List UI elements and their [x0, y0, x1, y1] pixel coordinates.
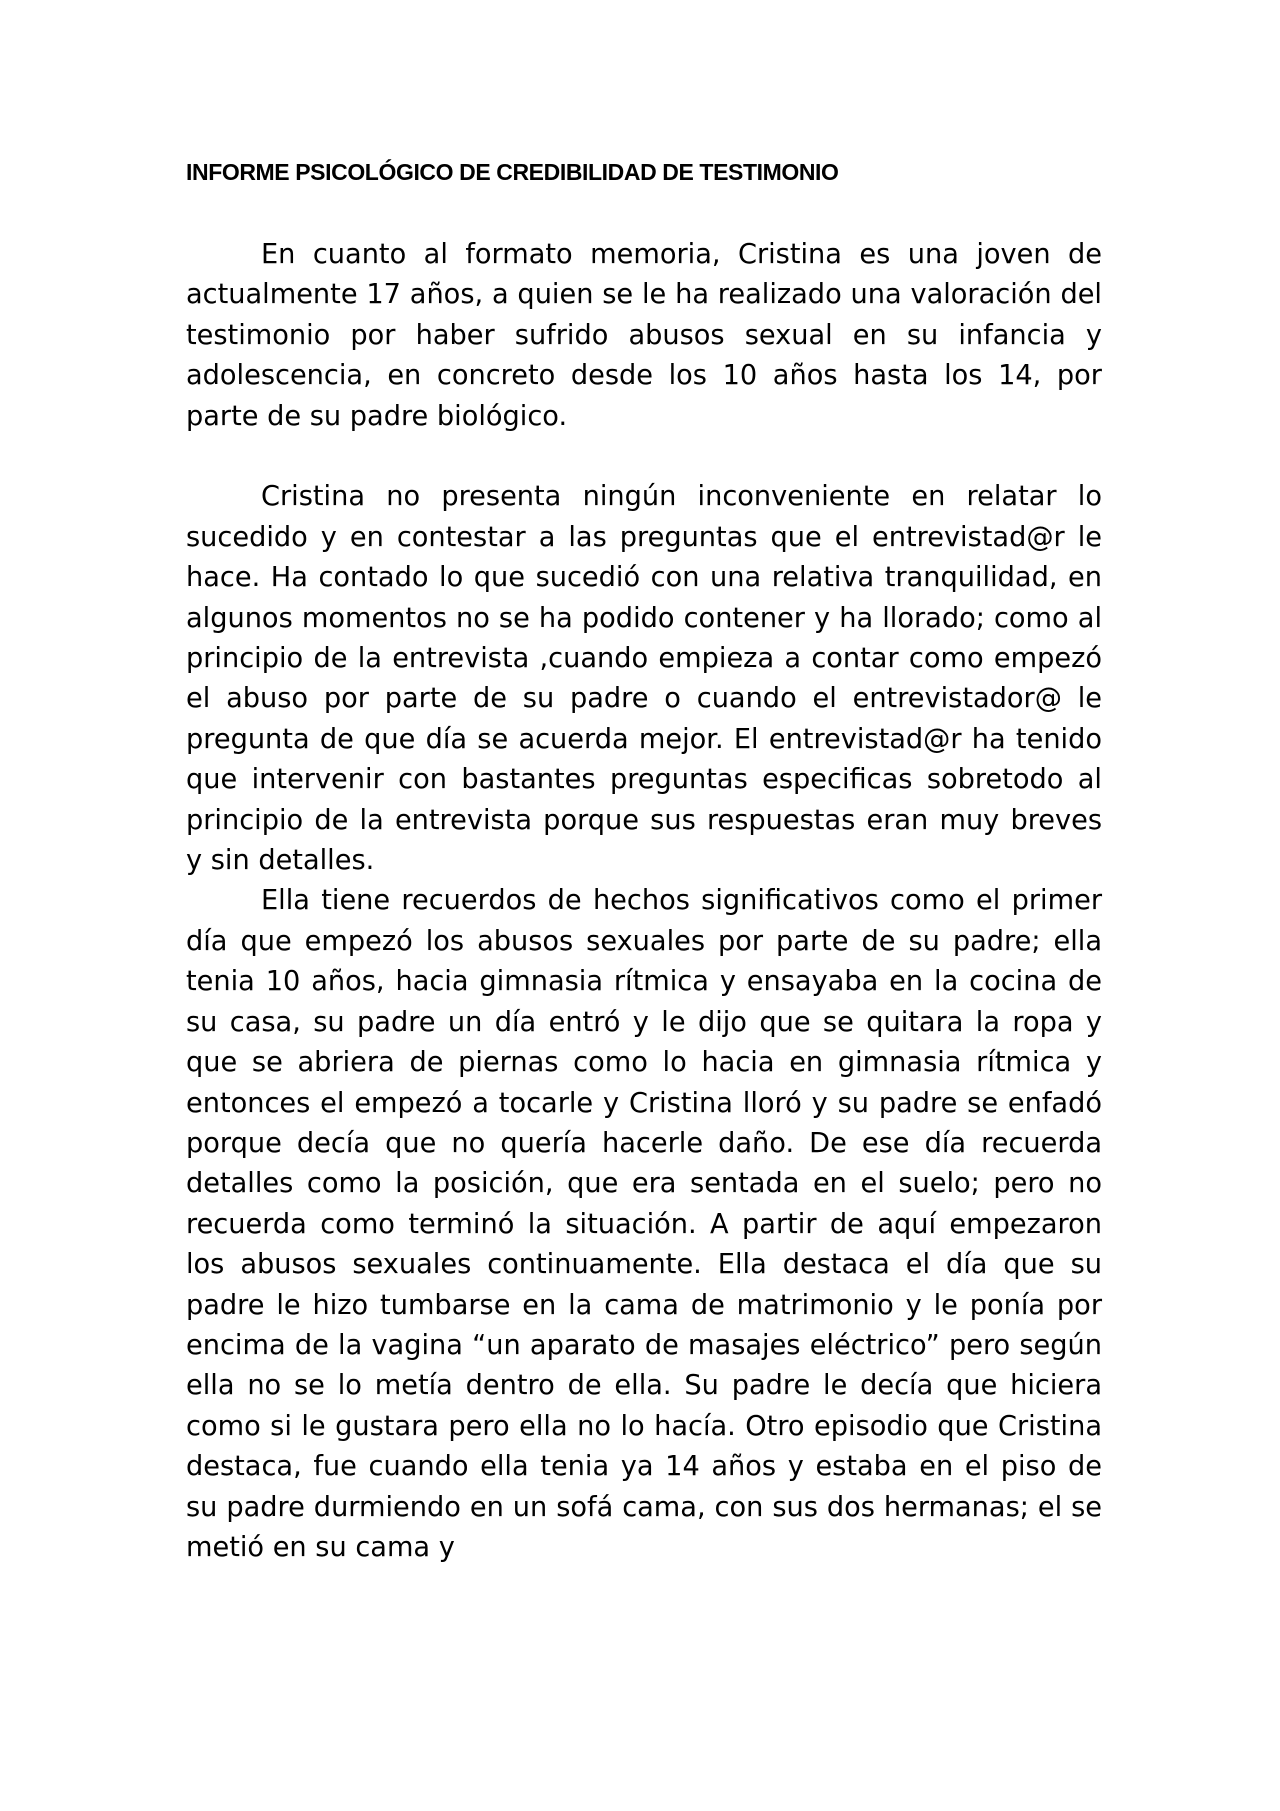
paragraph-2: Cristina no presenta ningún inconveniente en relatar lo sucedido y en contestar a las preguntas que el entrevistad@r le hace. Ha contado lo que sucedió con una relativa tranquilidad, en algunos momentos no se ha podido contener y ha llorado; como al principio de la entrevista ,cuando empieza a contar como empezó el abuso por parte de su padre o cuando el entrevistador@ le pregunta de que día se acuerda mejor. El entrevistad@r ha tenido que intervenir con bastantes preguntas especificas sobretodo al principio de la entrevista porque sus respuestas eran muy breves y sin detalles. [186, 481, 1102, 877]
paragraph-1: En cuanto al formato memoria, Cristina es una joven de actualmente 17 años, a quien se le ha realizado una valoración del testimonio por haber sufrido abusos sexual en su infancia y adolescencia, en concreto desde los 10 años hasta los 14, por parte de su padre biológico. [186, 239, 1102, 432]
document-title: INFORME PSICOLÓGICO DE CREDIBILIDAD DE TESTIMONIO [186, 159, 839, 185]
document-body [186, 235, 1102, 1568]
paragraph-3: Ella tiene recuerdos de hechos significativos como el primer día que empezó los abusos sexuales por parte de su padre; ella tenia 10 años, hacia gimnasia rítmica y ensayaba en la cocina de su casa, su padre un día entró y le dijo que se quitara la ropa y que se abriera de piernas como lo hacia en gimnasia rítmica y entonces el empezó a tocarle y Cristina lloró y su padre se enfadó porque decía que no quería hacerle daño. De ese día recuerda detalles como la posición, que era sentada en el suelo; pero no recuerda como terminó la situación. A partir de aquí empezaron los abusos sexuales continuamente. Ella destaca el día que su padre le hizo tumbarse en la cama de matrimonio y le ponía por encima de la vagina “un aparato de masajes eléctrico” pero según ella no se lo metía dentro de ella. Su padre le decía que hiciera como si le gustara pero ella no lo hacía. Otro episodio que Cristina destaca, fue cuando ella tenia ya 14 años y estaba en el piso de su padre durmiendo en un sofá cama, con sus dos hermanas; el se metió en su cama y [186, 885, 1102, 1563]
